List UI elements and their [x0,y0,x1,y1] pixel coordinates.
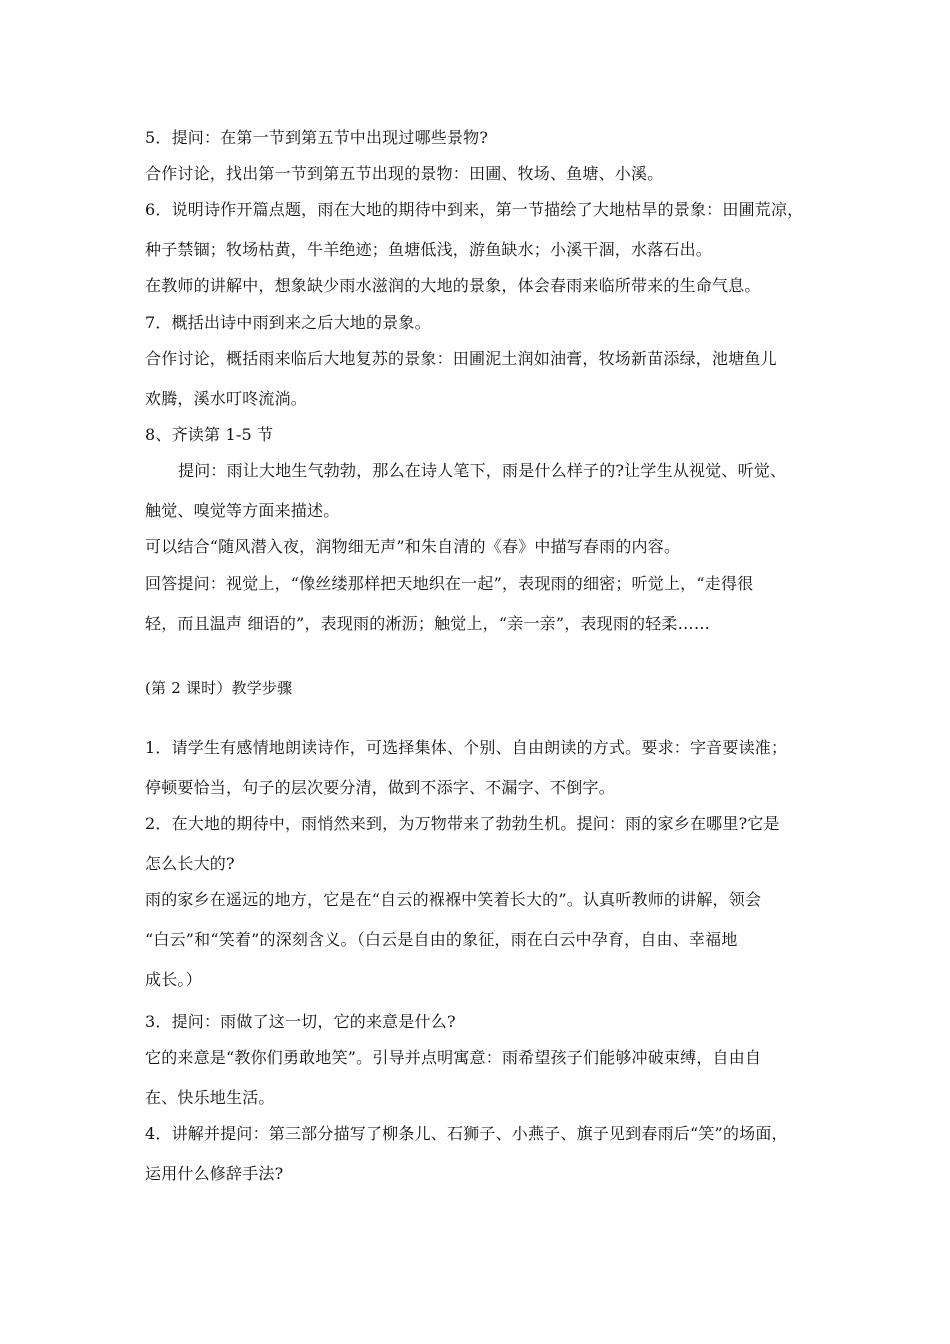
text-line: 雨的家乡在遥远的地方，它是在“自云的褓褓中笑着长大的”。认真听教师的讲解，领会 [145,890,762,909]
text-line: 触觉、嗅觉等方面来描述。 [145,501,340,520]
text-line: 1．请学生有感情地朗读诗作，可选择集体、个别、自由朗读的方式。要求：字音要读准； [145,738,788,757]
text-line: 2．在大地的期待中，雨悄然来到，为万物带来了勃勃生机。提问：雨的家乡在哪里?它是 [145,814,780,833]
text-line: 运用什么修辞手法? [145,1164,284,1183]
text-line: 它的来意是“教你们勇敢地笑”。引导并点明寓意：雨希望孩子们能够冲破束缚，自由自 [145,1048,762,1067]
text-line: 欢腾，溪水叮咚流淌。 [145,389,308,408]
text-line: 合作讨论，找出第一节到第五节出现的景物：田圃、牧场、鱼塘、小溪。 [145,164,664,183]
text-line: 在、快乐地生活。 [145,1088,275,1107]
text-line: 提问：雨让大地生气勃勃，那么在诗人笔下，雨是什么样子的?让学生从视觉、听觉、 [178,461,787,480]
text-line: 7．概括出诗中雨到来之后大地的景象。 [145,313,431,332]
section-heading: (第 2 课时）教学步骤 [145,679,293,697]
text-line: 怎么长大的? [145,854,235,873]
text-line: 8、齐读第 1-5 节 [145,425,274,444]
text-line: 可以结合“随风潜入夜，润物细无声”和朱自清的《春》中描写春雨的内容。 [145,537,681,556]
text-line: 6．说明诗作开篇点题，雨在大地的期待中到来，第一节描绘了大地枯旱的景象：田圃荒凉， [145,200,804,219]
text-line: 5．提问：在第一节到第五节中出现过哪些景物? [145,128,489,147]
text-line: “白云”和“笑着”的深刻含义。（白云是自由的象征，雨在白云中孕育，自由、幸福地 [145,930,738,949]
text-line: 回答提问：视觉上，“像丝缕那样把天地织在一起”，表现雨的细密；听觉上，“走得很 [145,574,754,593]
text-line: 4．讲解并提问：第三部分描写了柳条儿、石狮子、小燕子、旗子见到春雨后“笑”的场面， [145,1124,788,1143]
text-line: 停顿要恰当，句子的层次要分清，做到不添字、不漏字、不倒字。 [145,778,615,797]
text-line: 种子禁锢；牧场枯黄，牛羊绝迹；鱼塘低浅，游鱼缺水；小溪干涸，水落石出。 [145,240,713,259]
text-line: 成长。） [145,970,202,989]
text-line: 在教师的讲解中，想象缺少雨水滋润的大地的景象，体会春雨来临所带来的生命气息。 [145,276,761,295]
text-line: 3．提问：雨做了这一切，它的来意是什么? [145,1012,456,1031]
text-line: 合作讨论，概括雨来临后大地复苏的景象：田圃泥土润如油膏，牧场新苗添绿，池塘鱼儿 [145,349,777,368]
text-line: 轻，而且温声 细语的”，表现雨的淅沥；触觉上，“亲一亲”，表现雨的轻柔…… [145,614,711,633]
